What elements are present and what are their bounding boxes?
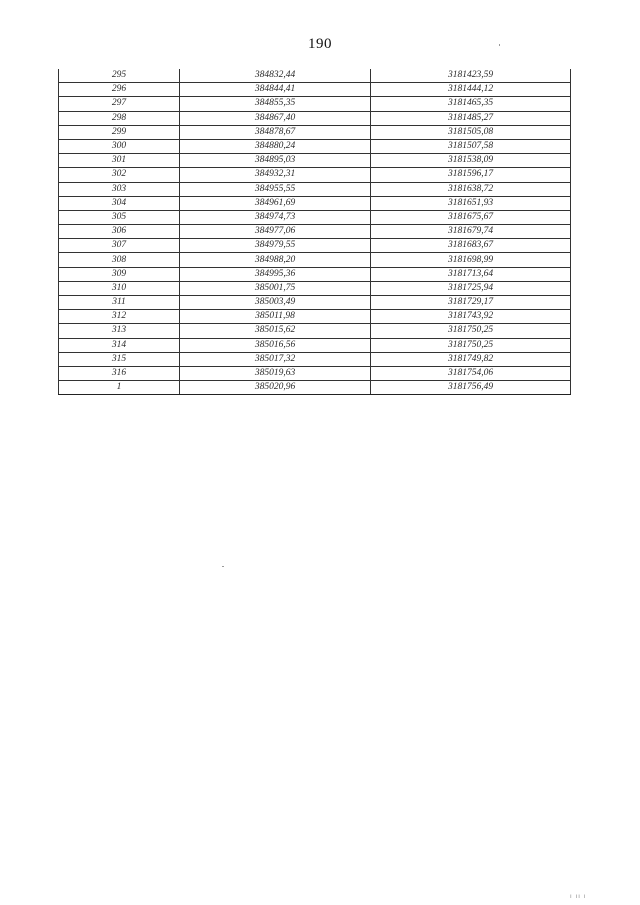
x-coordinate-cell: 385017,32 xyxy=(180,352,371,366)
table-row xyxy=(59,366,571,380)
scan-speck xyxy=(222,566,224,567)
y-coordinate-cell: 3181754,06 xyxy=(371,366,571,380)
point-number-cell: 314 xyxy=(59,338,180,352)
point-number-cell: 295 xyxy=(59,69,180,83)
x-coordinate-cell: 384867,40 xyxy=(180,111,371,125)
point-number-cell: 309 xyxy=(59,267,180,281)
point-number-cell: 311 xyxy=(59,296,180,310)
y-coordinate-cell: 3181507,58 xyxy=(371,139,571,153)
table-row xyxy=(59,97,571,111)
table-row xyxy=(59,69,571,83)
point-number-cell: 301 xyxy=(59,154,180,168)
x-coordinate-cell: 384855,35 xyxy=(180,97,371,111)
coordinates-table-body xyxy=(59,69,571,395)
point-number-cell: 296 xyxy=(59,83,180,97)
point-number-cell: 302 xyxy=(59,168,180,182)
table-row xyxy=(59,210,571,224)
y-coordinate-cell: 3181725,94 xyxy=(371,281,571,295)
y-coordinate-cell: 3181538,09 xyxy=(371,154,571,168)
table-row xyxy=(59,381,571,395)
x-coordinate-cell: 385020,96 xyxy=(180,381,371,395)
y-coordinate-cell: 3181679,74 xyxy=(371,225,571,239)
y-coordinate-cell: 3181651,93 xyxy=(371,196,571,210)
y-coordinate-cell: 3181465,35 xyxy=(371,97,571,111)
y-coordinate-cell: 3181596,17 xyxy=(371,168,571,182)
x-coordinate-cell: 384979,55 xyxy=(180,239,371,253)
table-row xyxy=(59,125,571,139)
x-coordinate-cell: 384832,44 xyxy=(180,69,371,83)
table-row xyxy=(59,111,571,125)
y-coordinate-cell: 3181729,17 xyxy=(371,296,571,310)
y-coordinate-cell: 3181749,82 xyxy=(371,352,571,366)
x-coordinate-cell: 384932,31 xyxy=(180,168,371,182)
x-coordinate-cell: 385003,49 xyxy=(180,296,371,310)
table-row xyxy=(59,83,571,97)
footer-scan-marks: ı ıı ı xyxy=(570,893,587,900)
page-number: 190 xyxy=(308,36,332,52)
table-row xyxy=(59,352,571,366)
y-coordinate-cell: 3181698,99 xyxy=(371,253,571,267)
table-row xyxy=(59,154,571,168)
y-coordinate-cell: 3181638,72 xyxy=(371,182,571,196)
point-number-cell: 299 xyxy=(59,125,180,139)
x-coordinate-cell: 385016,56 xyxy=(180,338,371,352)
coordinates-table xyxy=(58,69,571,395)
x-coordinate-cell: 384961,69 xyxy=(180,196,371,210)
y-coordinate-cell: 3181485,27 xyxy=(371,111,571,125)
x-coordinate-cell: 384988,20 xyxy=(180,253,371,267)
table-row xyxy=(59,182,571,196)
y-coordinate-cell: 3181713,64 xyxy=(371,267,571,281)
x-coordinate-cell: 385019,63 xyxy=(180,366,371,380)
point-number-cell: 305 xyxy=(59,210,180,224)
table-row xyxy=(59,225,571,239)
x-coordinate-cell: 384974,73 xyxy=(180,210,371,224)
y-coordinate-cell: 3181750,25 xyxy=(371,324,571,338)
table-row xyxy=(59,338,571,352)
table-row xyxy=(59,281,571,295)
point-number-cell: 297 xyxy=(59,97,180,111)
point-number-cell: 313 xyxy=(59,324,180,338)
point-number-cell: 298 xyxy=(59,111,180,125)
point-number-cell: 306 xyxy=(59,225,180,239)
point-number-cell: 315 xyxy=(59,352,180,366)
x-coordinate-cell: 385001,75 xyxy=(180,281,371,295)
point-number-cell: 303 xyxy=(59,182,180,196)
table-row xyxy=(59,168,571,182)
table-row xyxy=(59,239,571,253)
x-coordinate-cell: 385015,62 xyxy=(180,324,371,338)
x-coordinate-cell: 384955,55 xyxy=(180,182,371,196)
point-number-cell: 304 xyxy=(59,196,180,210)
x-coordinate-cell: 384977,06 xyxy=(180,225,371,239)
x-coordinate-cell: 385011,98 xyxy=(180,310,371,324)
table-row xyxy=(59,139,571,153)
point-number-cell: 300 xyxy=(59,139,180,153)
table-row xyxy=(59,196,571,210)
table-row xyxy=(59,267,571,281)
point-number-cell: 1 xyxy=(59,381,180,395)
point-number-cell: 312 xyxy=(59,310,180,324)
table-row xyxy=(59,324,571,338)
point-number-cell: 307 xyxy=(59,239,180,253)
table-row xyxy=(59,253,571,267)
y-coordinate-cell: 3181675,67 xyxy=(371,210,571,224)
y-coordinate-cell: 3181423,59 xyxy=(371,69,571,83)
point-number-cell: 308 xyxy=(59,253,180,267)
y-coordinate-cell: 3181444,12 xyxy=(371,83,571,97)
table-row xyxy=(59,310,571,324)
point-number-cell: 316 xyxy=(59,366,180,380)
x-coordinate-cell: 384878,67 xyxy=(180,125,371,139)
y-coordinate-cell: 3181756,49 xyxy=(371,381,571,395)
table-row xyxy=(59,296,571,310)
x-coordinate-cell: 384995,36 xyxy=(180,267,371,281)
y-coordinate-cell: 3181683,67 xyxy=(371,239,571,253)
point-number-cell: 310 xyxy=(59,281,180,295)
y-coordinate-cell: 3181743,92 xyxy=(371,310,571,324)
scan-speck xyxy=(499,44,500,46)
x-coordinate-cell: 384844,41 xyxy=(180,83,371,97)
x-coordinate-cell: 384880,24 xyxy=(180,139,371,153)
y-coordinate-cell: 3181750,25 xyxy=(371,338,571,352)
x-coordinate-cell: 384895,03 xyxy=(180,154,371,168)
y-coordinate-cell: 3181505,08 xyxy=(371,125,571,139)
